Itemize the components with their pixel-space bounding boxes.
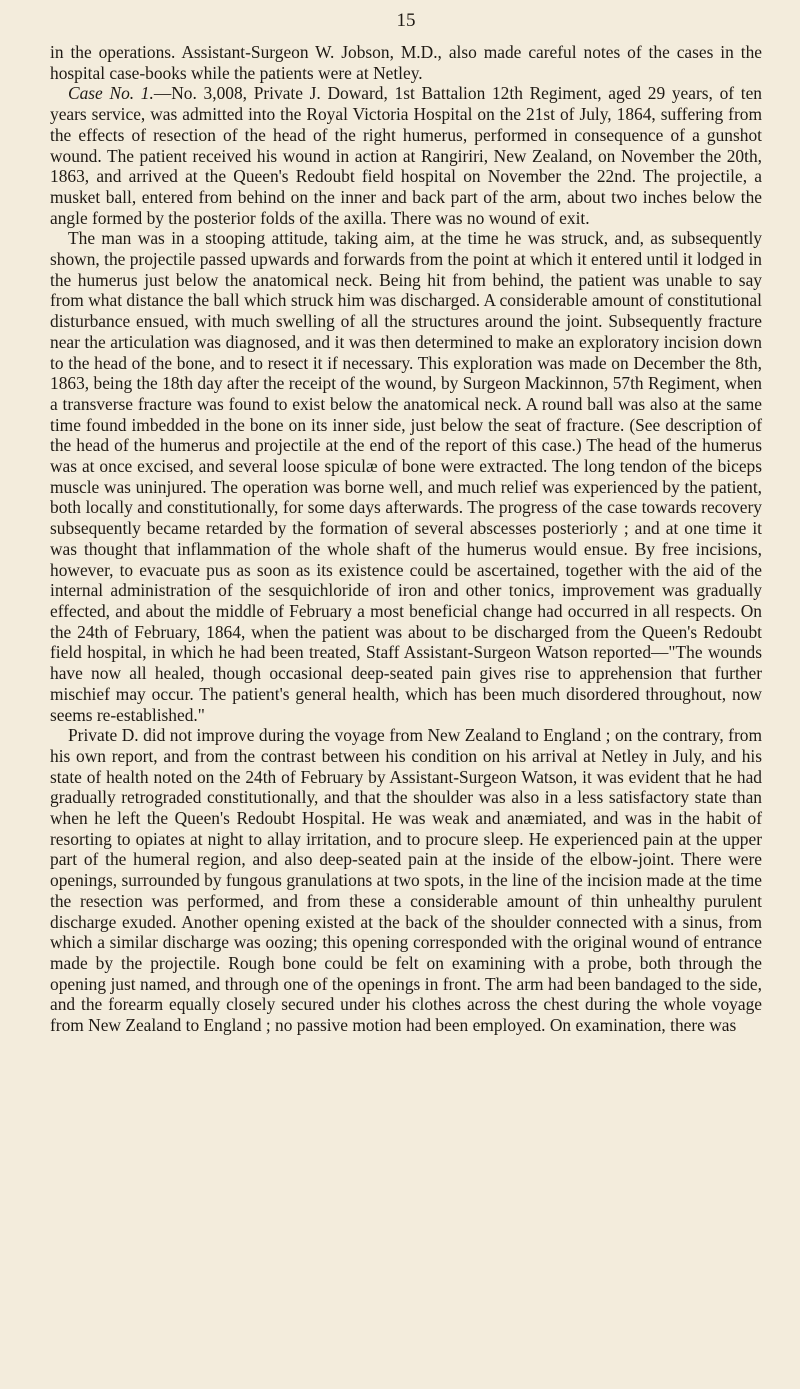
paragraph-1	[50, 42, 762, 83]
paragraph-1-text: in the operations. Assistant-Surgeon W. Jobson, M.D., also made careful notes of the cases in the hospital case-books while the patients were at Netley.	[50, 42, 762, 83]
document-page	[50, 10, 762, 1036]
paragraph-4	[50, 725, 762, 1036]
paragraph-2-text: —No. 3,008, Private J. Doward, 1st Battalion 12th Regiment, aged 29 years, of ten years service, was admitted into the Royal Victoria Hospital on the 21st of July, 1864, suffering from the effects of resection of the head of the right humerus, performed in consequence of a gunshot wound. The patient received his wound in action at Rangiriri, New Zealand, on November the 20th, 1863, and arrived at the Queen's Redoubt field hospital on November the 22nd. The projectile, a musket ball, entered from behind on the inner and back part of the arm, about two inches below the angle formed by the posterior folds of the axilla. There was no wound of exit.	[50, 83, 762, 228]
paragraph-2	[50, 83, 762, 228]
paragraph-4-text: Private D. did not improve during the voyage from New Zealand to England ; on the contrary, from his own report, and from the contrast between his condition on his arrival at Netley in July, and his state of health noted on the 24th of February by Assistant-Surgeon Watson, it was evident that he had gradually retrograded constitutionally, and that the shoulder was also in a less satisfactory state than when he left the Queen's Redoubt Hospital. He was weak and anæmiated, and was in the habit of resorting to opiates at night to allay irritation, and to procure sleep. He experienced pain at the upper part of the humeral region, and also deep-seated pain at the inside of the elbow-joint. There were openings, surrounded by fungous granulations at two spots, in the line of the incision made at the time the resection was performed, and from these a considerable amount of thin unhealthy purulent discharge exuded. Another opening existed at the back of the shoulder connected with a sinus, from which a similar discharge was oozing; this opening corresponded with the original wound of entrance made by the projectile. Rough bone could be felt on examining with a probe, both through the opening just named, and through one of the openings in front. The arm had been bandaged to the side, and the forearm equally closely secured under his clothes across the chest during the whole voyage from New Zealand to England ; no passive motion had been employed. On examination, there was	[50, 725, 762, 1036]
paragraph-3	[50, 228, 762, 725]
case-label: Case No. 1.	[68, 83, 154, 104]
paragraph-3-text: The man was in a stooping attitude, taking aim, at the time he was struck, and, as subsequently shown, the projectile passed upwards and forwards from the point at which it entered until it lodged in the humerus just below the anatomical neck. Being hit from behind, the patient was unable to say from what distance the ball which struck him was discharged. A considerable amount of constitutional disturbance ensued, with much swelling of all the structures around the joint. Subsequently fracture near the articulation was diagnosed, and it was then determined to make an exploratory incision down to the head of the bone, and to resect it if necessary. This exploration was made on December the 8th, 1863, being the 18th day after the receipt of the wound, by Surgeon Mackinnon, 57th Regiment, when a transverse fracture was found to exist below the anatomical neck. A round ball was also at the same time found imbedded in the bone on its inner side, just below the seat of fracture. (See description of the head of the humerus and projectile at the end of the report of this case.) The head of the humerus was at once excised, and several loose spiculæ of bone were extracted. The long tendon of the biceps muscle was uninjured. The operation was borne well, and much relief was experienced by the patient, both locally and constitutionally, for some days afterwards. The progress of the case towards recovery subsequently became retarded by the formation of several abscesses posteriorly ; and at one time it was thought that inflammation of the whole shaft of the humerus would ensue. By free incisions, however, to evacuate pus as soon as its existence could be ascertained, together with the aid of the internal administration of the sesquichloride of iron and other tonics, improvement was gradually effected, and about the middle of February a most beneficial change had occurred in all respects. On the 24th of February, 1864, when the patient was about to be discharged from the Queen's Redoubt field hospital, in which he had been treated, Staff Assistant-Surgeon Watson reported—"The wounds have now all healed, though occasional deep-seated pain gives rise to apprehension that further mischief may occur. The patient's general health, which has been much disordered throughout, now seems re-established."	[50, 228, 762, 725]
page-number: 15	[396, 10, 416, 31]
